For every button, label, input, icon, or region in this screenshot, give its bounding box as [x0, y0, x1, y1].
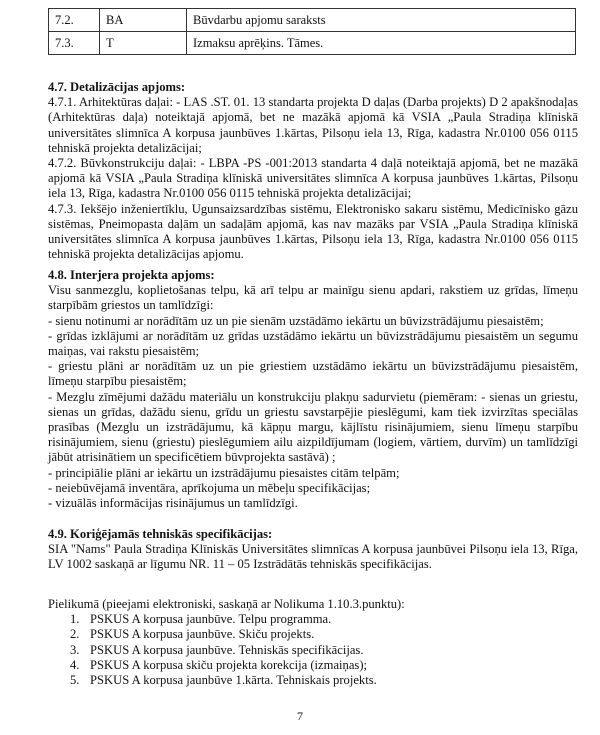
list-item-text: PSKUS A korpusa jaunbūve 1.kārta. Tehniskais projekts. — [90, 673, 377, 688]
section-interior-scope — [48, 268, 578, 511]
list-item — [70, 643, 578, 658]
attachments-section — [48, 597, 578, 688]
paragraph: SIA "Nams" Paula Stradiņa Klīniskās Universitātes slimnīcas A korpusa jaunbūvei Pilsoņu iela 13, Rīga, LV 1002 saskaņā ar līgumu NR. 11 – 05 Izstrādātās tehniskās specifikācijas. — [48, 542, 578, 572]
paragraph: - neiebūvējamā inventāra, aprīkojuma un mēbeļu specifikācijas; — [48, 480, 371, 495]
list-item-text: PSKUS A korpusa jaunbūve. Telpu programma. — [90, 612, 332, 627]
row-number: 7.2. — [49, 9, 100, 32]
list-item-text: PSKUS A korpusa jaunbūve. Skiču projekts. — [90, 627, 315, 642]
list-item-text: PSKUS A korpusa jaunbūve. Tehniskās specifikācijas. — [90, 642, 364, 657]
paragraph: - Mezglu zīmējumi dažādu materiālu un konstrukciju plakņu sadurvietu (piemēram: - sienas un griestu, sienas un grīdas, dažādu sienu, grīdu un griestu savstarpējie pieslēgumi, kam tiek izvirzītas speciālas prasības (Mezglu un izstrādājumu, kā kāpņu margu, kājlīstu risinājumiem, sienu līmeņu starpību risinājumiem, sienu (griestu) pieslēgumiem ailu aizpildījumam (logiem, vārtiem, durvīm) un tamlīdzīgi jābūt atrisinātiem un specificētiem būvprojekta sastāvā) ; — [48, 389, 578, 465]
list-item-text: PSKUS A korpusa skiču projekta korekcija (izmaiņas); — [90, 657, 368, 672]
paragraph: 4.7.1. Arhitektūras daļai: - LAS .ST. 01. 13 standarta projekta D daļas (Darba projekts) D 2 apakšnodaļas (Arhitektūras daļa) noteiktajā apjomā, bet ne mazākā apjomā kā VSIA „Paula Stradiņa klīniskā universitātes slimnīca A korpusa jaunbūves 1.kārtas, Pilsoņu iela 13, Rīga, kadastra Nr.0100 056 0115 tehniskā projekta detalizācijai; — [48, 95, 578, 155]
section-specifications — [48, 527, 578, 573]
row-title: Izmaksu aprēķins. Tāmes. — [187, 32, 576, 55]
table-row — [49, 9, 576, 32]
list-item-number: 5. — [70, 673, 80, 688]
attachments-list — [48, 612, 578, 688]
list-item — [70, 673, 578, 688]
paragraph: Visu sanmezglu, koplietošanas telpu, kā arī telpu ar mainīgu sienu apdari, rakstiem uz grīdas, līmeņu starpībām griestos un tamlīdzīgi: — [48, 283, 578, 313]
list-item-number: 3. — [70, 642, 80, 657]
section-heading: 4.9. Koriģējamās tehniskās specifikācijas: — [48, 527, 273, 541]
row-code: T — [100, 32, 187, 55]
paragraph: - sienu notinumi ar norādītām uz un pie sienām uzstādāmo iekārtu un būvizstrādājumu piesaistēm; — [48, 313, 544, 328]
paragraph: 4.7.2. Būvkonstrukciju daļai: - LBPA -PS -001:2013 standarta 4 daļā noteiktajā apjomā, bet ne mazākā apjomā kā VSIA „Paula Stradiņa klīniskā universitātes slimnīca A korpusa jaunbūves 1.kārtas, Pilsoņu iela 13, Rīga, kadastra Nr.0100 056 0115 tehniskā projekta detalizācijai; — [48, 156, 578, 201]
section-detail-scope — [48, 80, 578, 262]
list-item-number: 2. — [70, 627, 80, 642]
page-number: 7 — [297, 709, 303, 723]
section-heading: 4.8. Interjera projekta apjoms: — [48, 268, 215, 282]
row-number: 7.3. — [49, 32, 100, 55]
list-item-number: 1. — [70, 612, 80, 627]
paragraph: - grīdas izklājumi ar norādītām uz grīdas uzstādāmo iekārtu un būvizstrādājumu piesaistēm un segumu maiņas, vai rakstu piesaistēm; — [48, 328, 578, 359]
list-item — [70, 612, 578, 627]
row-title: Būvdarbu apjomu saraksts — [187, 9, 576, 32]
list-item-number: 4. — [70, 657, 80, 672]
section-heading: 4.7. Detalizācijas apjoms: — [48, 80, 186, 94]
paragraph: - vizuālās informācijas risinājumus un tamlīdzīgi. — [48, 496, 298, 511]
paragraph: - griestu plāni ar norādītām uz un pie griestiem uzstādāmo iekārtu un būvizstrādājumu piesaistēm, līmeņu starpību piesaistēm; — [48, 359, 578, 389]
row-code: BA — [100, 9, 187, 32]
paragraph: - principiālie plāni ar iekārtu un izstrādājumu piesaistes citām telpām; — [48, 465, 400, 480]
deliverables-table — [48, 8, 576, 55]
paragraph: 4.7.3. Iekšējo inženiertīklu, Ugunsaizsardzības sistēmu, Elektronisko sakaru sistēmu, Medicīnisko gāzu sistēmas, Pneimopasta daļām un sadaļām apjomā, kas nav mazāks par VSIA „Paula Stradiņa klīniskā universitātes slimnīca A korpusa jaunbūves 1.kārtas, Pilsoņu iela 13, Rīga, kadastra Nr.0100 056 0115 tehniskā projekta detalizācijas apjomu. — [48, 201, 578, 262]
attachments-intro: Pielikumā (pieejami elektroniski, saskaņā ar Nolikuma 1.10.3.punktu): — [48, 597, 405, 611]
list-item — [70, 627, 578, 642]
table-row — [49, 32, 576, 55]
list-item — [70, 658, 578, 673]
